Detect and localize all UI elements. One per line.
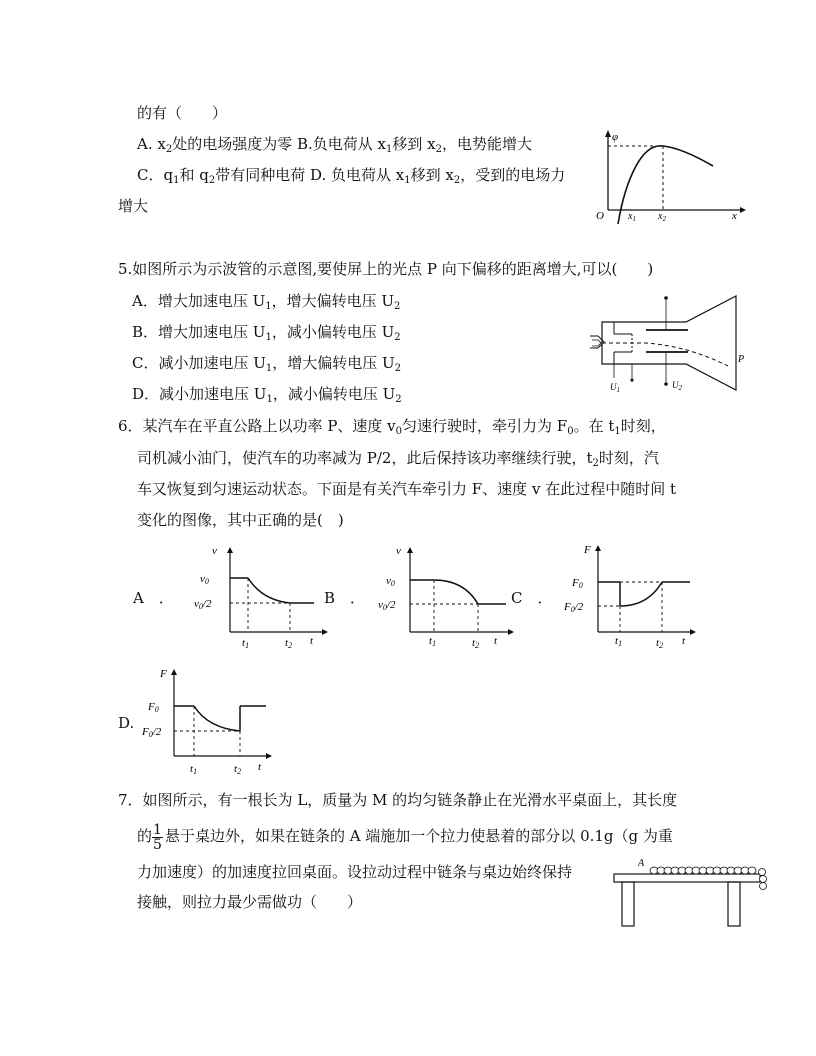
- q7-stem-line1: 7．如图所示，有一根长为 L，质量为 M 的均匀链条静止在光滑水平桌面上，其长度: [118, 791, 678, 809]
- q6-label-d: D.: [118, 714, 135, 732]
- graph-c-t1-label: t1: [615, 635, 623, 648]
- u1-label: $U_1$: [610, 382, 620, 394]
- graph-d-f-label: F: [160, 668, 167, 680]
- graph-c-f-label: F: [584, 544, 591, 556]
- q7-stem-line3: 力加速度）的加速度拉回桌面。设拉动过程中链条与桌边始终保持: [137, 863, 573, 881]
- graph-b-v-label: v: [396, 545, 401, 557]
- q4-stem-tail: 的有（ ）: [137, 104, 228, 122]
- x-axis-label: x: [732, 210, 737, 222]
- graph-c-t-label: t: [682, 635, 686, 647]
- q6-label-a: A ．: [133, 589, 174, 607]
- chain-end-a-label: A: [638, 858, 645, 869]
- chain-links: [650, 867, 767, 890]
- q4-options-ab: A. $x_2$处的电场强度为零 B.负电荷从 $x_1$移到 $x_2$，电势能增大: [137, 135, 532, 155]
- oscilloscope-tube-figure: [588, 292, 748, 396]
- q7-stem-line2: 的 $\frac{1}{5}$ 悬于桌边外，如果在链条的 A 端施加一个拉力使悬着的部分以 0.1g（g 为重: [137, 821, 673, 853]
- graph-c-f0half-label: F0/2: [564, 601, 584, 614]
- graph-a-t-label: t: [310, 635, 314, 647]
- potential-graph: [590, 128, 748, 224]
- screen-point-p-label: P: [738, 354, 745, 365]
- graph-d-f0half-label: F0/2: [142, 726, 162, 739]
- graph-d-t1-label: t1: [190, 763, 198, 776]
- graph-b-t2-label: t2: [472, 637, 480, 650]
- phi-label: φ: [612, 131, 619, 143]
- q6-label-b: B ．: [324, 589, 366, 607]
- graph-d-f0-label: F0: [148, 701, 159, 714]
- graph-d-t2-label: t2: [234, 763, 242, 776]
- graph-a-velocity: [192, 540, 332, 660]
- graph-d-force: [138, 664, 278, 780]
- graph-b-t1-label: t1: [429, 635, 437, 648]
- q7-stem-line4: 接触，则拉力最少需做功（ ）: [137, 893, 363, 911]
- q5-stem: 5.如图所示为示波管的示意图,要使屏上的光点 P 向下偏移的距离增大,可以( ): [118, 260, 654, 278]
- graph-a-t1-label: t1: [242, 637, 250, 650]
- graph-d-t-label: t: [258, 761, 262, 773]
- graph-a-v0half-label: v0/2: [194, 598, 212, 611]
- graph-a-v-label: v: [212, 545, 217, 557]
- graph-b-t-label: t: [494, 635, 498, 647]
- x2-label: $x_2$: [658, 211, 666, 223]
- graph-b-v0half-label: v0/2: [378, 599, 396, 612]
- u2-label: $U_2$: [672, 380, 682, 392]
- graph-a-v0-label: v0: [200, 573, 209, 586]
- q6-stem-line3: 车又恢复到匀速运动状态。下面是有关汽车牵引力 F、速度 v 在此过程中随时间 t: [137, 480, 676, 498]
- q4-options-cd-wrap: 增大: [118, 197, 149, 215]
- chain-on-table-figure: [608, 856, 774, 932]
- graph-a-t2-label: t2: [285, 637, 293, 650]
- q5-option-c: C．减小加速电压 $U_1$，增大偏转电压 $U_2$: [132, 354, 402, 374]
- graph-c-t2-label: t2: [656, 637, 664, 650]
- q4-options-cd: C．$q_1$和 $q_2$带有同种电荷 D. 负电荷从 $x_1$移到 $x_2$，受到的电场力: [137, 166, 566, 186]
- q6-stem-line4: 变化的图像，其中正确的是( ): [137, 511, 344, 529]
- graph-b-v0-label: v0: [386, 575, 395, 588]
- q5-option-a: A．增大加速电压 $U_1$，增大偏转电压 $U_2$: [132, 292, 401, 312]
- q6-label-c: C ．: [511, 589, 553, 607]
- origin-label: O: [596, 210, 604, 222]
- x1-label: $x_1$: [628, 211, 636, 223]
- graph-c-f0-label: F0: [572, 577, 583, 590]
- q5-option-d: D．减小加速电压 $U_1$，减小偏转电压 $U_2$: [132, 385, 402, 405]
- q6-stem-line1: 6．某汽车在平直公路上以功率 P、速度 $v_0$匀速行驶时，牵引力为 $F_0$。在 $t_1$时刻，: [118, 417, 666, 437]
- q5-option-b: B．增大加速电压 $U_1$，减小偏转电压 $U_2$: [132, 323, 401, 343]
- graph-b-velocity: [378, 540, 518, 660]
- graph-c-force: [562, 540, 702, 660]
- q6-stem-line2: 司机减小油门，使汽车的功率减为 P/2，此后保持该功率继续行驶，$t_2$时刻，汽: [137, 449, 659, 469]
- one-fifth-fraction: $\frac{1}{5}$: [153, 821, 162, 853]
